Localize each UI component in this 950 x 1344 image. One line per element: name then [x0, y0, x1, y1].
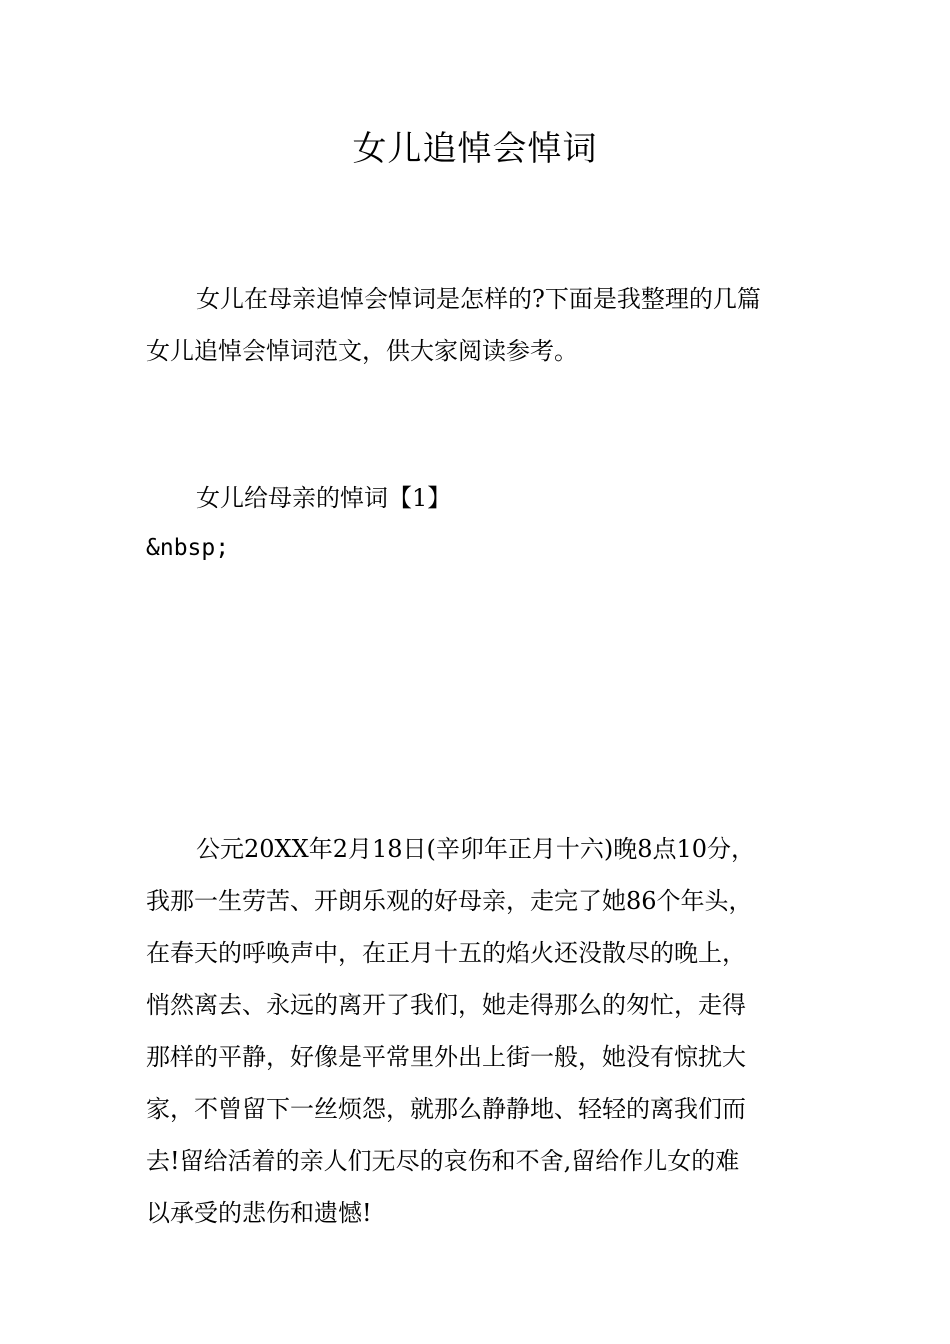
body-line: 去!留给活着的亲人们无尽的哀伤和不舍,留给作儿女的难 [146, 1147, 740, 1175]
stray-entity-text [146, 522, 816, 574]
body-line: 那样的平静，好像是平常里外出上街一般，她没有惊扰大 [146, 1043, 746, 1071]
body-line: 悄然离去、永远的离开了我们，她走得那么的匆忙，走得 [146, 991, 746, 1019]
body-line: 以承受的悲伤和遗憾! [146, 1199, 372, 1227]
body-line: 我那一生劳苦、开朗乐观的好母亲，走完了她86个年头， [146, 887, 753, 915]
intro-line: 女儿追悼会悼词范文，供大家阅读参考。 [146, 337, 578, 365]
section-heading-text: 女儿给母亲的悼词【1】 [196, 484, 452, 512]
intro-paragraph [146, 273, 816, 377]
stray-entity-line: &nbsp; [146, 535, 230, 561]
document-title: 女儿追悼会悼词 [352, 129, 598, 169]
section-heading [146, 472, 816, 524]
intro-line: 女儿在母亲追悼会悼词是怎样的?下面是我整理的几篇 [196, 285, 761, 313]
body-paragraph [146, 823, 816, 1239]
body-line: 家，不曾留下一丝烦怨，就那么静静地、轻轻的离我们而 [146, 1095, 746, 1123]
body-line: 公元20XX年2月18日(辛卯年正月十六)晚8点10分， [196, 835, 756, 863]
body-line: 在春天的呼唤声中，在正月十五的焰火还没散尽的晚上， [146, 939, 746, 967]
